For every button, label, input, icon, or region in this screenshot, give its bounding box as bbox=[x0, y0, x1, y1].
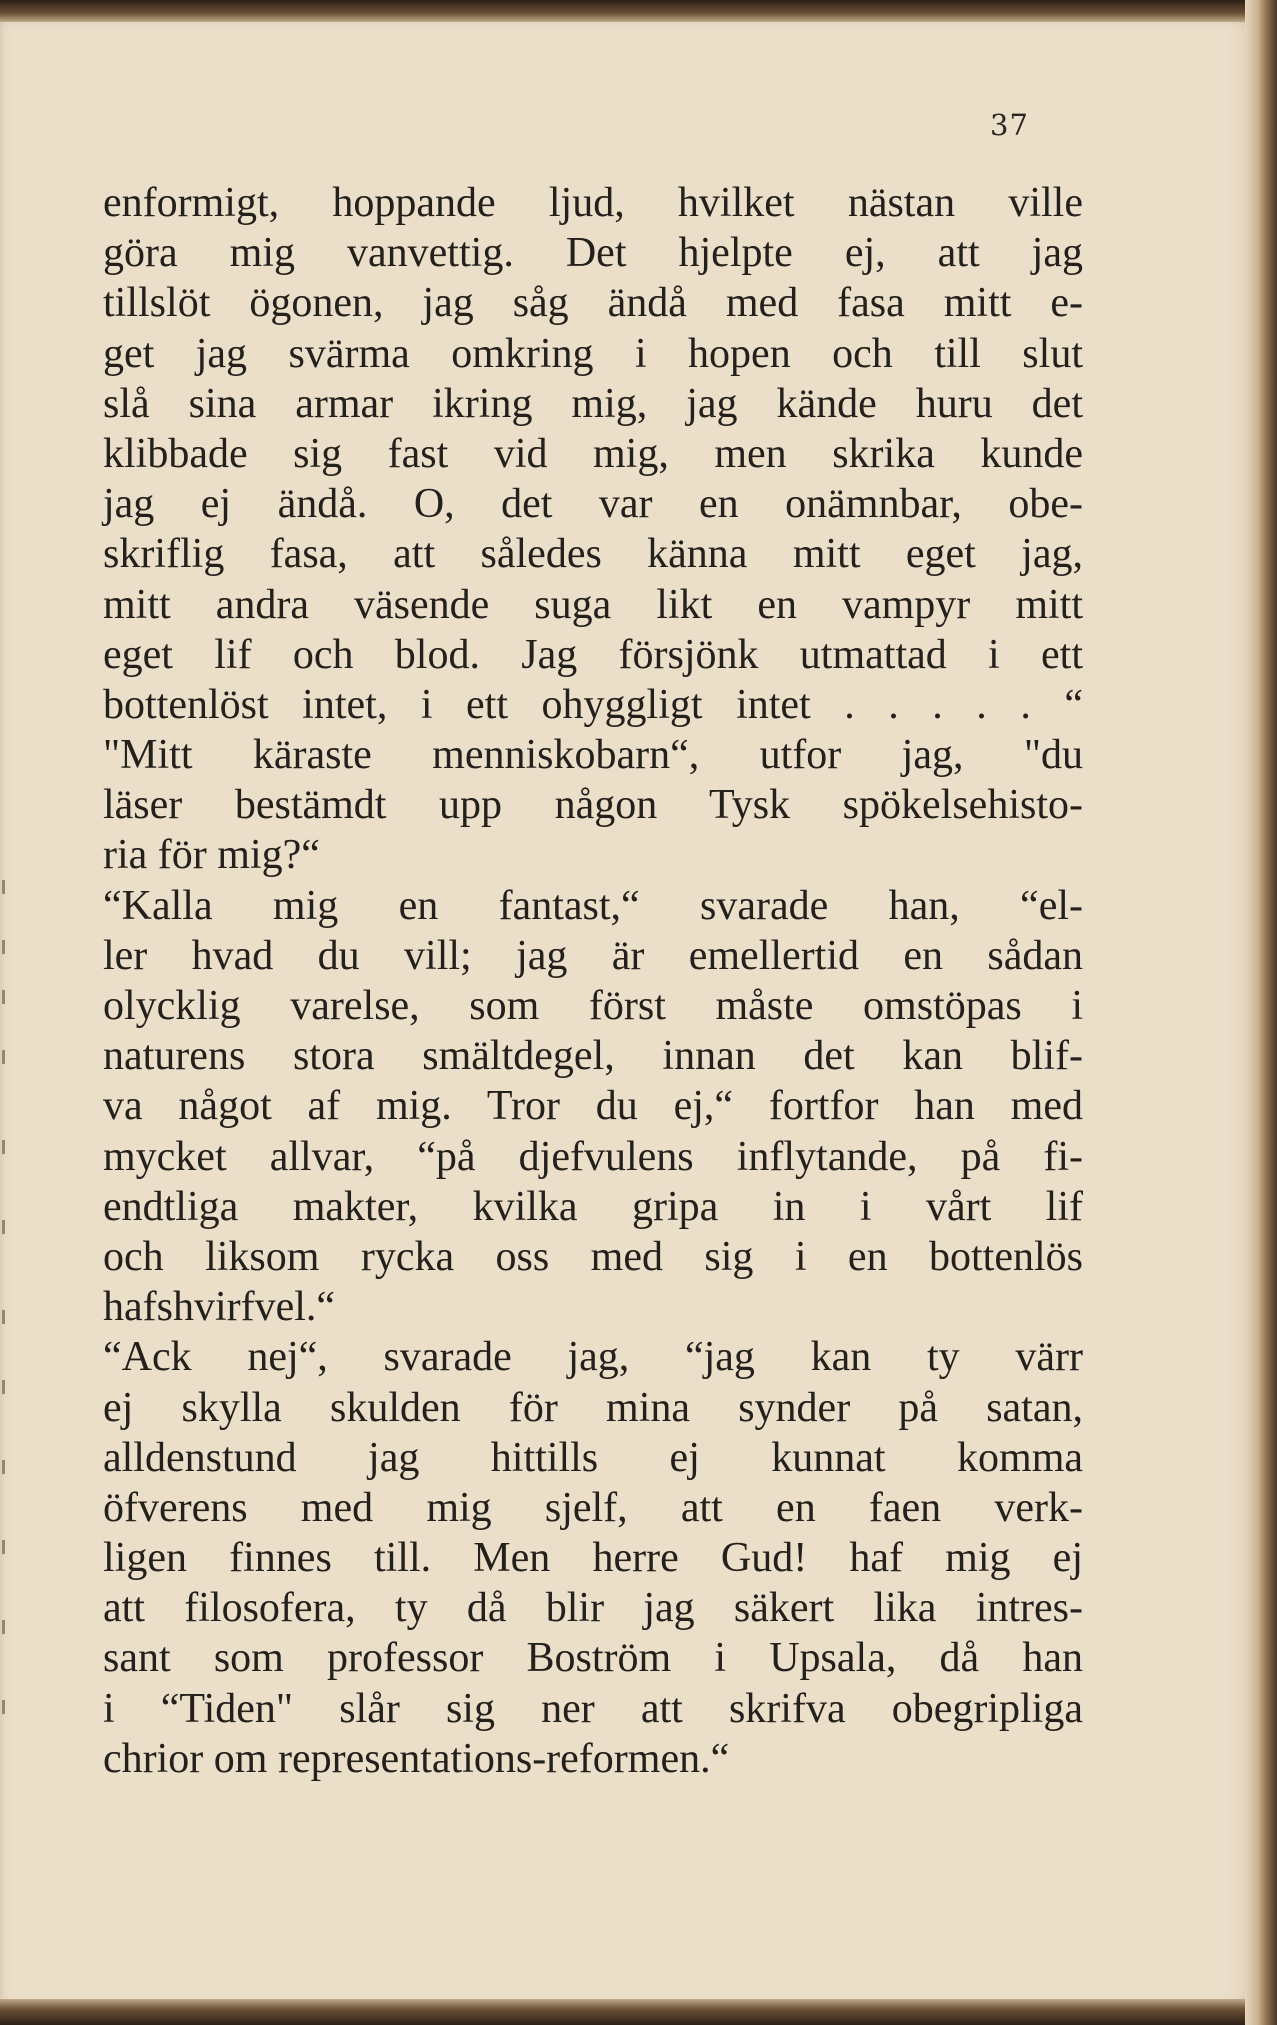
text-line: "Mitt käraste menniskobarn“, utfor jag, "du bbox=[103, 732, 1083, 779]
text-line: ej skylla skulden för mina synder på satan, bbox=[103, 1384, 1083, 1431]
text-line: klibbade sig fast vid mig, men skrika kunde bbox=[103, 430, 1083, 477]
text-line: naturens stora smältdegel, innan det kan blif- bbox=[103, 1033, 1083, 1080]
text-line: “Ack nej“, svarade jag, “jag kan ty värr bbox=[103, 1334, 1083, 1381]
text-line: alldenstund jag hittills ej kunnat komma bbox=[103, 1434, 1083, 1481]
text-line: ler hvad du vill; jag är emellertid en sådan bbox=[103, 932, 1083, 979]
text-line: chrior om representations-reformen.“ bbox=[103, 1735, 730, 1782]
text-line: läser bestämdt upp någon Tysk spökelsehisto- bbox=[103, 782, 1083, 829]
text-line: göra mig vanvettig. Det hjelpte ej, att jag bbox=[103, 230, 1083, 277]
text-line: va något af mig. Tror du ej,“ fortfor han med bbox=[103, 1083, 1083, 1130]
text-line: eget lif och blod. Jag försjönk utmattad i ett bbox=[103, 631, 1083, 678]
gutter-marks bbox=[2, 880, 8, 1780]
body-text bbox=[103, 178, 1083, 1784]
text-line: i “Tiden" slår sig ner att skrifva obegripliga bbox=[103, 1685, 1083, 1732]
page-bottom-edge bbox=[0, 1999, 1277, 2025]
text-line: slå sina armar ikring mig, jag kände huru det bbox=[103, 380, 1083, 427]
text-line: ligen finnes till. Men herre Gud! haf mig ej bbox=[103, 1535, 1083, 1582]
text-line: att filosofera, ty då blir jag säkert lika intres- bbox=[103, 1585, 1083, 1632]
text-line: ria för mig?“ bbox=[103, 832, 320, 879]
text-line: bottenlöst intet, i ett ohyggligt intet . . . . . “ bbox=[103, 681, 1083, 728]
book-spine-edge bbox=[1245, 0, 1277, 2025]
text-line: get jag svärma omkring i hopen och till slut bbox=[103, 330, 1083, 377]
text-line: endtliga makter, kvilka gripa in i vårt lif bbox=[103, 1183, 1083, 1230]
text-line: skriflig fasa, att således känna mitt eget jag, bbox=[103, 531, 1083, 578]
text-line: hafshvirfvel.“ bbox=[103, 1284, 336, 1331]
text-line: öfverens med mig sjelf, att en faen verk- bbox=[103, 1484, 1083, 1531]
text-line: olycklig varelse, som först måste omstöpas i bbox=[103, 983, 1083, 1029]
page-top-edge bbox=[0, 0, 1277, 22]
text-line: och liksom rycka oss med sig i en bottenlös bbox=[103, 1233, 1083, 1280]
page-number: 37 bbox=[990, 108, 1029, 142]
text-line: jag ej ändå. O, det var en onämnbar, obe- bbox=[103, 481, 1083, 528]
text-line: tillslöt ögonen, jag såg ändå med fasa mitt e- bbox=[103, 280, 1083, 327]
text-line: “Kalla mig en fantast,“ svarade han, “el- bbox=[103, 882, 1083, 929]
text-line: mycket allvar, “på djefvulens inflytande, på fi- bbox=[103, 1133, 1083, 1180]
text-line: enformigt, hoppande ljud, hvilket nästan ville bbox=[103, 180, 1083, 226]
text-line: sant som professor Boström i Upsala, då han bbox=[103, 1635, 1083, 1682]
text-line: mitt andra väsende suga likt en vampyr mitt bbox=[103, 581, 1083, 628]
